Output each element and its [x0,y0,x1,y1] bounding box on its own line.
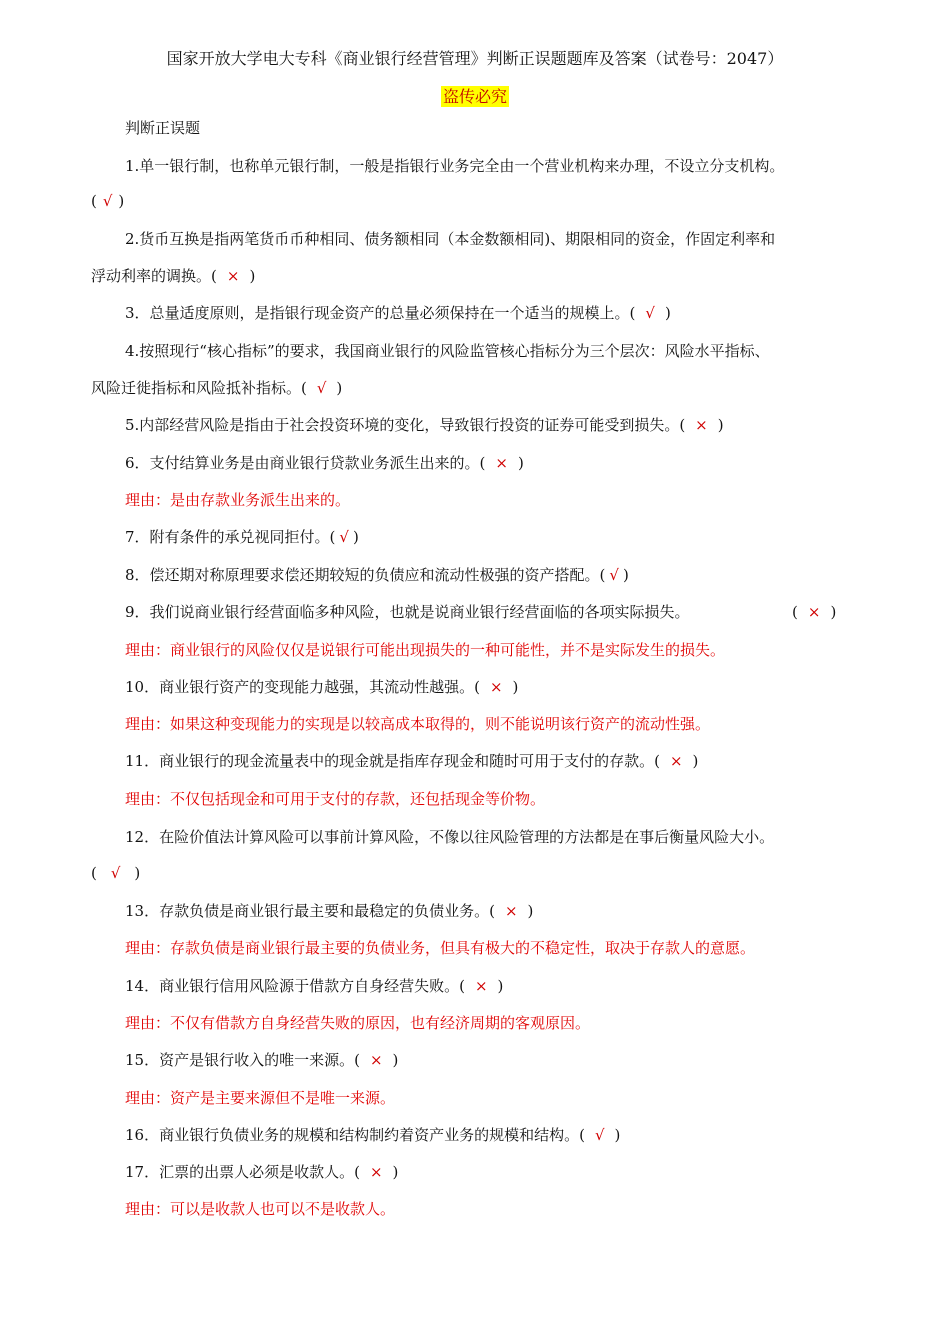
question-3: 3．总量适度原则，是指银行现金资产的总量必须保持在一个适当的规模上。( √ ) [125,304,671,322]
check-mark-icon: √ [102,192,113,210]
question-6: 6．支付结算业务是由商业银行贷款业务派生出来的。( × ) [125,454,524,472]
reason-15: 理由：资产是主要来源但不是唯一来源。 [125,1089,396,1107]
check-mark-icon: √ [110,864,121,882]
question-17: 17．汇票的出票人必须是收款人。( × ) [125,1163,399,1181]
reason-10: 理由：如果这种变现能力的实现是以较高成本取得的，则不能说明该行资产的流动性强。 [125,715,711,733]
question-9: 9．我们说商业银行经营面临多种风险，也就是说商业银行经营面临的各项实际损失。 [125,603,690,621]
document-title: 国家开放大学电大专科《商业银行经营管理》判断正误题题库及答案（试卷号：2047） [166,49,784,68]
question-12-text: 12．在险价值法计算风险可以事前计算风险，不像以往风险管理的方法都是在事后衡量风险大小。 [125,828,775,846]
cross-mark-icon: × [504,902,518,920]
cross-mark-icon: × [807,603,821,621]
check-mark-icon: √ [339,528,349,546]
cross-mark-icon: × [226,267,240,285]
cross-mark-icon: × [495,454,508,472]
question-10: 10．商业银行资产的变现能力越强，其流动性越强。( × ) [125,678,519,696]
question-7: 7．附有条件的承兑视同拒付。( √ ) [125,528,359,546]
check-mark-icon: √ [594,1126,605,1144]
question-15: 15．资产是银行收入的唯一来源。( × ) [125,1051,399,1069]
question-12-answer: ( √ ) [91,864,141,882]
question-11: 11．商业银行的现金流量表中的现金就是指库存现金和随时可用于支付的存款。( × ) [125,752,699,770]
question-13: 13．存款负债是商业银行最主要和最稳定的负债业务。( × ) [125,902,534,920]
question-2-answer: 浮动利率的调换。( × ) [91,267,256,285]
reason-9: 理由：商业银行的风险仅仅是说银行可能出现损失的一种可能性，并不是实际发生的损失。 [125,641,726,659]
reason-17: 理由：可以是收款人也可以不是收款人。 [125,1200,396,1218]
cross-mark-icon: × [489,678,503,696]
warning-wrap [0,84,950,107]
copyright-warning: 盗传必究 [442,87,507,106]
check-mark-icon: √ [609,566,619,584]
question-4-answer: 风险迁徙指标和风险抵补指标。( √ ) [91,379,343,397]
cross-mark-icon: × [369,1051,383,1069]
cross-mark-icon: × [474,977,488,995]
cross-mark-icon: × [695,416,708,434]
section-heading: 判断正误题 [125,119,201,137]
reason-6: 理由：是由存款业务派生出来的。 [125,491,351,509]
reason-11: 理由：不仅包括现金和可用于支付的存款，还包括现金等价物。 [125,790,546,808]
question-9-answer: ( × ) [792,603,837,621]
question-8: 8．偿还期对称原理要求偿还期较短的负债应和流动性极强的资产搭配。( √ ) [125,566,629,584]
question-4-text: 4.按照现行“核心指标”的要求，我国商业银行的风险监管核心指标分为三个层次：风险水平指标、 [125,342,770,360]
question-14: 14．商业银行信用风险源于借款方自身经营失败。( × ) [125,977,504,995]
cross-mark-icon: × [369,1163,383,1181]
check-mark-icon: √ [645,304,655,322]
reason-14: 理由：不仅有借款方自身经营失败的原因，也有经济周期的客观原因。 [125,1014,591,1032]
question-1-answer: ( √ ) [91,192,125,210]
reason-13: 理由：存款负债是商业银行最主要的负债业务，但具有极大的不稳定性，取决于存款人的意愿。 [125,939,756,957]
question-2-text: 2.货币互换是指两笔货币币种相同、债务额相同（本金数额相同)、期限相同的资金，作固定利率和 [125,230,776,248]
check-mark-icon: √ [316,379,327,397]
cross-mark-icon: × [669,752,683,770]
question-1-text: 1.单一银行制，也称单元银行制，一般是指银行业务完全由一个营业机构来办理，不设立分支机构。 [125,157,785,175]
question-5: 5.内部经营风险是指由于社会投资环境的变化，导致银行投资的证券可能受到损失。( × ) [125,416,724,434]
question-16: 16．商业银行负债业务的规模和结构制约着资产业务的规模和结构。( √ ) [125,1126,621,1144]
